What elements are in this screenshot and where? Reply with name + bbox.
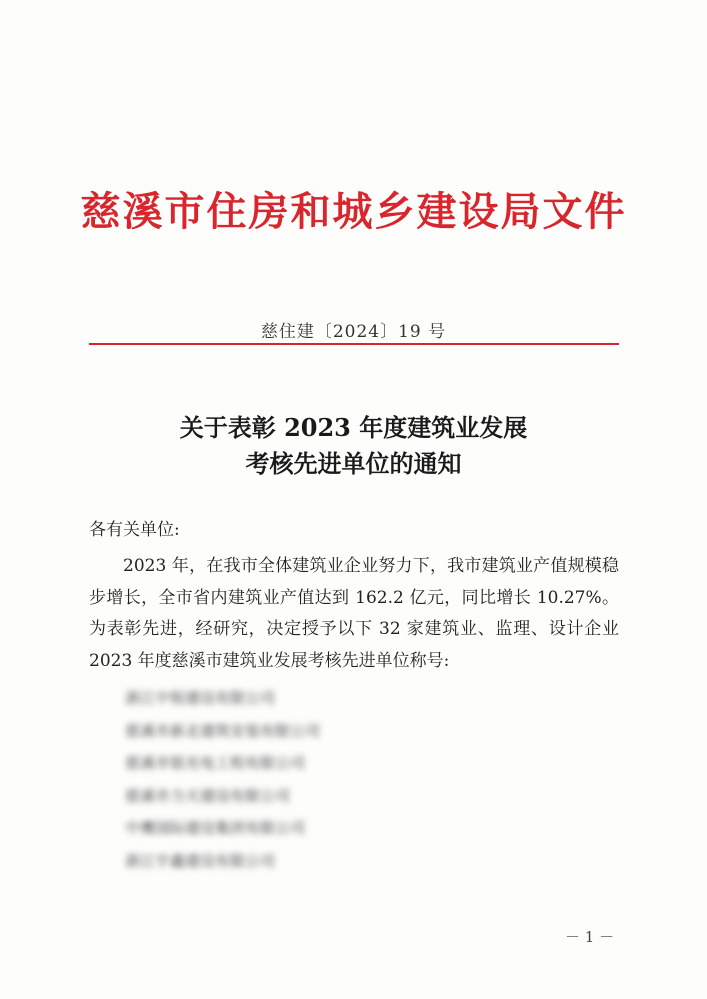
red-divider-line <box>89 343 619 345</box>
notice-title <box>0 410 707 482</box>
company-list <box>125 682 320 877</box>
salutation: 各有关单位: <box>89 520 180 540</box>
page-number: － 1 － <box>565 928 615 946</box>
body-paragraph: 2023 年，在我市全体建筑业企业努力下，我市建筑业产值规模稳步增长，全市省内建筑业产值达到 162.2 亿元，同比增长 10.27%。为表彰先进，经研究，决定授予以下 32 家建筑业、监理、设计企业 2023 年度慈溪市建筑业发展考核先进单位称号: <box>89 556 619 671</box>
company-list-item: 浙江宇鑫建设有限公司 <box>125 851 276 870</box>
company-list-item: 中鹰国际建设集团有限公司 <box>125 819 306 837</box>
company-list-item: 慈溪市新北建筑安装有限公司 <box>125 721 321 740</box>
notice-title-line-2: 考核先进单位的通知 <box>245 449 462 478</box>
company-list-item: 浙江中锐建设有限公司 <box>125 689 276 707</box>
issuer-red-header: 慈溪市住房和城乡建设局文件 <box>80 188 627 235</box>
company-list-item: 慈溪市银光电工程有限公司 <box>125 754 306 772</box>
company-list-item: 慈溪市力天建设有限公司 <box>125 786 291 805</box>
notice-title-line-1: 关于表彰 2023 年度建筑业发展 <box>179 413 528 442</box>
document-number: 慈住建〔2024〕19 号 <box>260 322 447 342</box>
